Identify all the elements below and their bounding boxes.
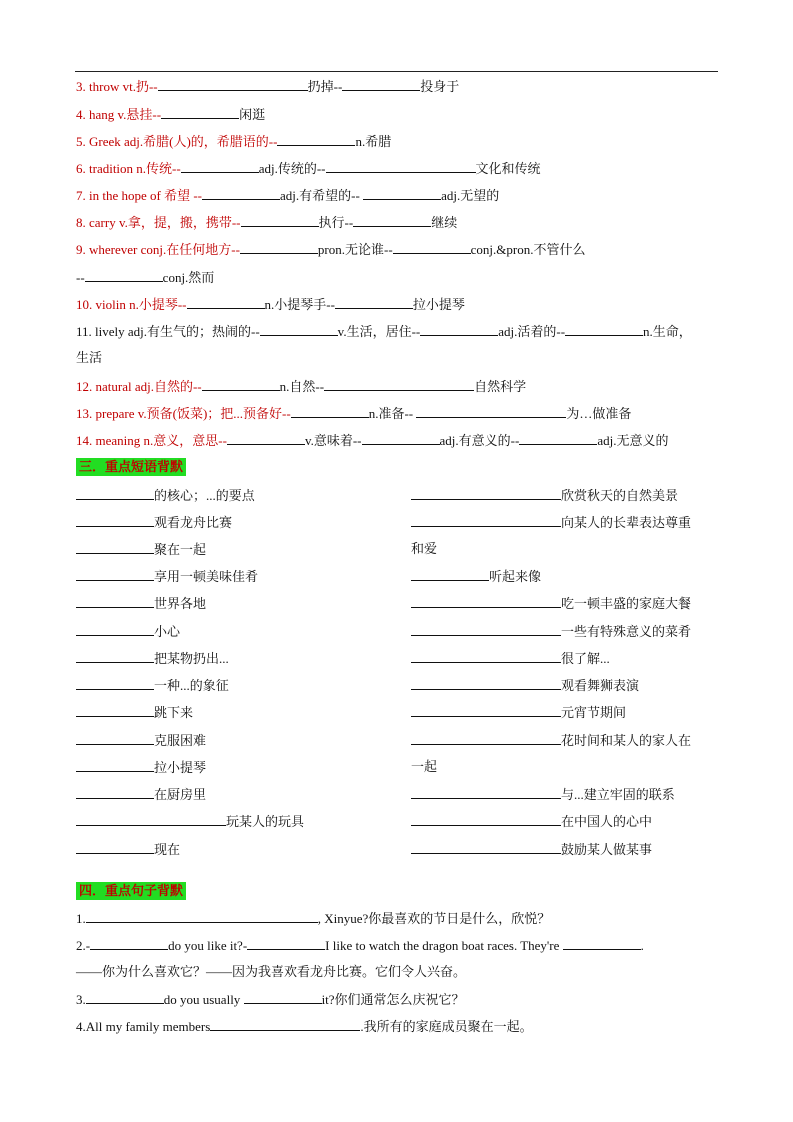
sentence-text: . — [640, 938, 644, 953]
vocab-line-3 — [76, 77, 459, 96]
vocab-text: adj.有希望的-- — [280, 188, 364, 203]
phrase-text: 与...建立牢固的联系 — [561, 787, 675, 802]
vocab-text: 继续 — [431, 215, 458, 230]
vocab-text: conj.&pron.不管什么 — [470, 242, 586, 257]
answer-blank[interactable] — [519, 431, 597, 445]
phrase-text: 享用一顿美味佳肴 — [154, 569, 259, 584]
sentence-text: 3. — [76, 992, 86, 1007]
vocab-line-6 — [76, 159, 541, 178]
phrase-text: 玩某人的玩具 — [226, 814, 305, 829]
answer-blank[interactable] — [411, 676, 561, 690]
phrase-left — [76, 540, 206, 559]
phrase-text: 一起 — [411, 759, 438, 774]
vocab-line-8 — [76, 213, 457, 232]
vocab-text: adj.无望的 — [441, 188, 500, 203]
sentence-text: , Xinyue?你最喜欢的节日是什么，欣悦？ — [317, 911, 551, 926]
phrase-left — [76, 676, 229, 695]
vocab-text: n.生命， — [643, 324, 692, 339]
phrase-left — [76, 758, 206, 777]
sentence-text: 2.- — [76, 938, 91, 953]
answer-blank[interactable] — [241, 213, 319, 227]
vocab-text: 自然科学 — [474, 379, 527, 394]
phrase-text: 克服困难 — [154, 733, 207, 748]
answer-blank[interactable] — [335, 295, 413, 309]
answer-blank[interactable] — [76, 594, 154, 608]
phrase-text: 在中国人的心中 — [561, 814, 653, 829]
vocab-line-5 — [76, 132, 391, 151]
vocab-text: v.生活，居住-- — [337, 324, 421, 339]
phrase-right — [411, 540, 437, 558]
answer-blank[interactable] — [86, 909, 318, 923]
phrase-left — [76, 513, 232, 532]
vocab-text: 9. wherever conj.在任何地方-- — [76, 242, 240, 257]
vocab-text: 10. violin n.小提琴-- — [76, 297, 187, 312]
answer-blank[interactable] — [326, 159, 476, 173]
phrase-text: 聚在一起 — [154, 542, 207, 557]
answer-blank[interactable] — [411, 649, 561, 663]
answer-blank[interactable] — [393, 240, 471, 254]
vocab-text: n.准备-- — [368, 406, 417, 421]
vocab-line-11-cont — [76, 349, 102, 367]
vocab-text: 5. Greek adj.希腊(人)的，希腊语的-- — [76, 134, 278, 149]
answer-blank[interactable] — [411, 703, 561, 717]
vocab-line-4 — [76, 105, 265, 124]
answer-blank[interactable] — [260, 322, 338, 336]
answer-blank[interactable] — [202, 186, 280, 200]
answer-blank[interactable] — [411, 567, 489, 581]
answer-blank[interactable] — [76, 567, 154, 581]
phrase-left — [76, 622, 180, 641]
phrase-right — [411, 812, 652, 831]
sentence-text: .我所有的家庭成员聚在一起。 — [360, 1019, 533, 1034]
phrase-text: 一些有特殊意义的菜肴 — [561, 624, 692, 639]
phrase-right — [411, 731, 691, 750]
vocab-text: 为…做准备 — [566, 406, 632, 421]
answer-blank[interactable] — [76, 676, 154, 690]
sentence-text: 1. — [76, 911, 86, 926]
sentence-text: do you usually — [163, 992, 244, 1007]
answer-blank[interactable] — [565, 322, 643, 336]
answer-blank[interactable] — [240, 240, 318, 254]
vocab-text: 3. throw vt.扔-- — [76, 79, 158, 94]
vocab-text: n.小提琴手-- — [264, 297, 335, 312]
answer-blank[interactable] — [362, 431, 440, 445]
section-heading: 三．重点短语背默 — [76, 458, 186, 476]
answer-blank[interactable] — [324, 377, 474, 391]
vocab-text: -- — [76, 270, 85, 285]
answer-blank[interactable] — [342, 77, 420, 91]
vocab-text: 14. meaning n.意义，意思-- — [76, 433, 227, 448]
phrase-text: 向某人的长辈表达尊重 — [561, 515, 692, 530]
answer-blank[interactable] — [76, 540, 154, 554]
vocab-text: 12. natural adj.自然的-- — [76, 379, 202, 394]
sentence-1 — [76, 909, 550, 928]
phrase-text: 和爱 — [411, 541, 438, 556]
sentence-text: 4.All my family members — [76, 1019, 211, 1034]
vocab-text: adj.传统的-- — [258, 161, 326, 176]
phrase-text: 观看龙舟比赛 — [154, 515, 233, 530]
phrase-right — [411, 513, 691, 532]
sentence-text: do you like it?- — [168, 938, 248, 953]
phrase-left — [76, 594, 206, 613]
phrase-right — [411, 486, 678, 505]
answer-blank[interactable] — [76, 758, 154, 772]
answer-blank[interactable] — [76, 513, 154, 527]
vocab-text: adj.无意义的 — [597, 433, 669, 448]
vocab-line-9 — [76, 240, 585, 259]
vocab-text: pron.无论谁-- — [317, 242, 393, 257]
phrase-right — [411, 785, 675, 804]
sentence-text: it?你们通常怎么庆祝它？ — [321, 992, 465, 1007]
answer-blank[interactable] — [227, 431, 305, 445]
answer-blank[interactable] — [291, 404, 369, 418]
answer-blank[interactable] — [416, 404, 566, 418]
section-heading: 四．重点句子背默 — [76, 882, 186, 900]
answer-blank[interactable] — [90, 936, 168, 950]
phrase-text: 的核心；...的要点 — [154, 488, 255, 503]
vocab-text: adj.有意义的-- — [439, 433, 520, 448]
answer-blank[interactable] — [411, 812, 561, 826]
phrase-right — [411, 594, 691, 613]
vocab-line-11 — [76, 322, 692, 341]
top-rule — [75, 71, 718, 72]
phrase-text: 世界各地 — [154, 596, 207, 611]
phrase-text: 花时间和某人的家人在 — [561, 733, 692, 748]
answer-blank[interactable] — [76, 649, 154, 663]
phrase-left — [76, 731, 206, 750]
phrase-right — [411, 840, 652, 859]
vocab-text: 闲逛 — [239, 107, 266, 122]
phrase-left — [76, 785, 206, 804]
vocab-text: n.希腊 — [355, 134, 392, 149]
phrase-text: 拉小提琴 — [154, 760, 207, 775]
phrase-left — [76, 567, 258, 586]
phrase-right — [411, 622, 691, 641]
answer-blank[interactable] — [158, 77, 308, 91]
answer-blank[interactable] — [76, 486, 154, 500]
answer-blank[interactable] — [411, 594, 561, 608]
vocab-text: adj.活着的-- — [498, 324, 566, 339]
vocab-text: v.意味着-- — [304, 433, 362, 448]
answer-blank[interactable] — [277, 132, 355, 146]
phrase-text: 元宵节期间 — [561, 705, 627, 720]
vocab-text: 7. in the hope of 希望 -- — [76, 188, 203, 203]
answer-blank[interactable] — [411, 840, 561, 854]
phrase-text: 一种...的象征 — [154, 678, 229, 693]
vocab-line-10 — [76, 295, 465, 314]
answer-blank[interactable] — [86, 990, 164, 1004]
phrase-text: 跳下来 — [154, 705, 194, 720]
vocab-text: 拉小提琴 — [412, 297, 465, 312]
answer-blank[interactable] — [161, 105, 239, 119]
sentence-text: I like to watch the dragon boat races. They're — [325, 938, 563, 953]
vocab-text: 文化和传统 — [475, 161, 541, 176]
answer-blank[interactable] — [202, 377, 280, 391]
vocab-text: 生活 — [76, 350, 103, 365]
answer-blank[interactable] — [181, 159, 259, 173]
answer-blank[interactable] — [76, 785, 154, 799]
phrase-text: 鼓励某人做某事 — [561, 842, 653, 857]
answer-blank[interactable] — [210, 1017, 360, 1031]
phrase-right — [411, 758, 437, 776]
vocab-text: n.自然-- — [279, 379, 325, 394]
phrase-right — [411, 649, 610, 668]
vocab-text: 投身于 — [420, 79, 460, 94]
phrase-left — [76, 649, 229, 668]
answer-blank[interactable] — [411, 785, 561, 799]
phrase-text: 在厨房里 — [154, 787, 207, 802]
vocab-text: 8. carry v.拿，提，搬，携带-- — [76, 215, 241, 230]
phrase-text: 把某物扔出... — [154, 651, 229, 666]
vocab-text: 11. lively adj.有生气的；热闹的-- — [76, 324, 260, 339]
vocab-text: 执行-- — [318, 215, 354, 230]
answer-blank[interactable] — [247, 936, 325, 950]
answer-blank[interactable] — [420, 322, 498, 336]
vocab-text: conj.然而 — [162, 270, 215, 285]
phrase-left — [76, 812, 304, 831]
sentence-2 — [76, 936, 644, 955]
answer-blank[interactable] — [244, 990, 322, 1004]
answer-blank[interactable] — [411, 731, 561, 745]
vocab-line-14 — [76, 431, 668, 450]
phrase-text: 现在 — [154, 842, 181, 857]
phrase-right — [411, 567, 541, 586]
phrase-right — [411, 676, 639, 695]
sentence-2-translation: ——你为什么喜欢它？——因为我喜欢看龙舟比赛。它们令人兴奋。 — [76, 964, 467, 979]
phrase-text: 听起来像 — [489, 569, 542, 584]
vocab-text: 6. tradition n.传统-- — [76, 161, 181, 176]
phrase-text: 观看舞狮表演 — [561, 678, 640, 693]
phrase-right — [411, 703, 626, 722]
vocab-line-12 — [76, 377, 526, 396]
phrase-text: 很了解... — [561, 651, 610, 666]
phrase-left — [76, 486, 255, 505]
answer-blank[interactable] — [76, 840, 154, 854]
answer-blank[interactable] — [353, 213, 431, 227]
sentence-3 — [76, 990, 465, 1009]
answer-blank[interactable] — [76, 622, 154, 636]
phrase-text: 欣赏秋天的自然美景 — [561, 488, 679, 503]
answer-blank[interactable] — [85, 268, 163, 282]
vocab-text: 扔掉-- — [307, 79, 343, 94]
sentence-4 — [76, 1017, 533, 1036]
answer-blank[interactable] — [76, 812, 226, 826]
phrase-text: 小心 — [154, 624, 181, 639]
answer-blank[interactable] — [76, 703, 154, 717]
answer-blank[interactable] — [187, 295, 265, 309]
answer-blank[interactable] — [411, 513, 561, 527]
phrase-text: 吃一顿丰盛的家庭大餐 — [561, 596, 692, 611]
phrase-left — [76, 703, 193, 722]
phrase-left — [76, 840, 180, 859]
answer-blank[interactable] — [563, 936, 641, 950]
vocab-text: 4. hang v.悬挂-- — [76, 107, 162, 122]
answer-blank[interactable] — [411, 486, 561, 500]
vocab-line-7 — [76, 186, 499, 205]
vocab-text: 13. prepare v.预备(饭菜)；把...预备好-- — [76, 406, 291, 421]
answer-blank[interactable] — [411, 622, 561, 636]
answer-blank[interactable] — [363, 186, 441, 200]
vocab-line-9-cont — [76, 268, 214, 287]
answer-blank[interactable] — [76, 731, 154, 745]
vocab-line-13 — [76, 404, 631, 423]
